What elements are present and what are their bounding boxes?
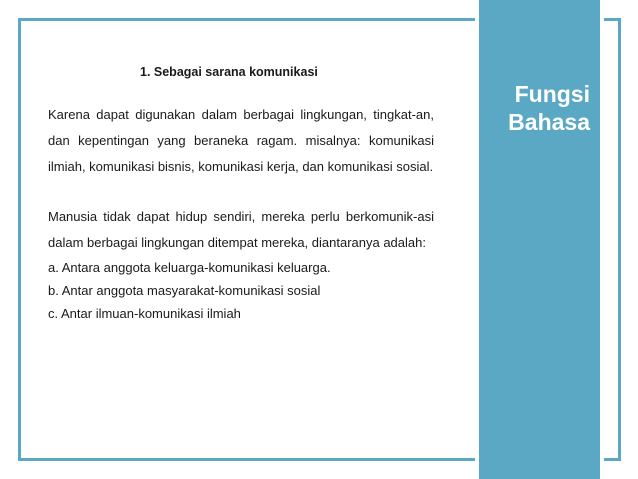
- paragraph-1: Karena dapat digunakan dalam berbagai lingkungan, tingkat-an, dan kepentingan yang beraneka ragam. misalnya: komunikasi ilmiah, komunikasi bisnis, komunikasi kerja, dan komunikasi sosial.: [48, 107, 434, 174]
- title-panel: [475, 0, 604, 479]
- list-item: a. Antara anggota keluarga-komunikasi keluarga.: [48, 260, 331, 275]
- slide-title-line-2: Bahasa: [508, 109, 590, 135]
- slide-content: [48, 64, 434, 325]
- slide-title-line-1: Fungsi: [514, 81, 590, 107]
- paragraph-2: Manusia tidak dapat hidup sendiri, mereka perlu berkomunik-asi dalam berbagai lingkungan ditempat mereka, diantaranya adalah:: [48, 209, 434, 250]
- list-item: c. Antar ilmuan-komunikasi ilmiah: [48, 306, 241, 321]
- list-item: b. Antar anggota masyarakat-komunikasi sosial: [48, 283, 321, 298]
- slide-title: [508, 80, 590, 136]
- section-heading: 1. Sebagai sarana komunikasi: [140, 65, 318, 79]
